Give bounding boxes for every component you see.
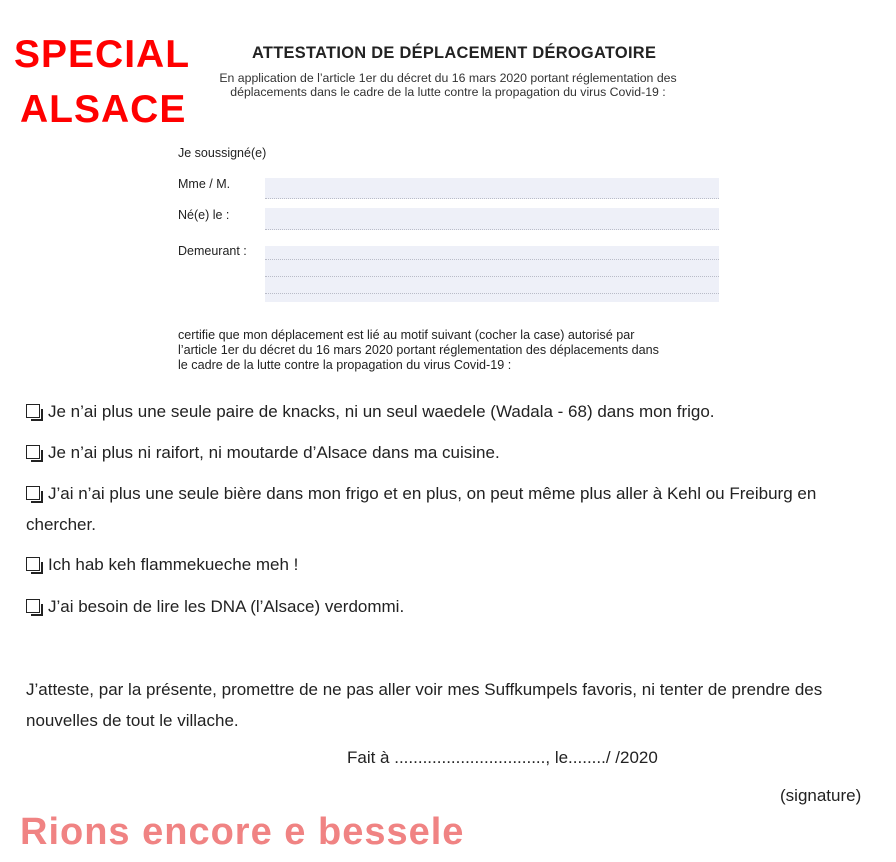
checkbox-icon[interactable] — [26, 445, 40, 459]
motif-text: J’ai n’ai plus une seule bière dans mon frigo et en plus, on peut même plus aller à Kehl ou Freiburg en chercher. — [26, 484, 817, 534]
signature-label: (signature) — [780, 786, 862, 805]
form-title: ATTESTATION DE DÉPLACEMENT DÉROGATOIRE — [252, 44, 657, 62]
address-field-line — [265, 259, 719, 260]
motif-text: J’ai besoin de lire les DNA (l’Alsace) verdommi. — [48, 597, 405, 616]
certifie-line3: le cadre de la lutte contre la propagation du virus Covid-19 : — [178, 358, 512, 372]
name-field[interactable] — [265, 178, 719, 199]
certifie-paragraph — [178, 328, 719, 373]
certifie-line1: certifie que mon déplacement est lié au motif suivant (cocher la case) autorisé par — [178, 328, 635, 342]
motif-item — [26, 478, 871, 540]
special-title-line1: SPECIAL — [14, 33, 191, 76]
motif-text: Je n’ai plus une seule paire de knacks, ni un seul waedele (Wadala - 68) dans mon frigo. — [48, 402, 715, 421]
form-intro-line2: déplacements dans le cadre de la lutte contre la propagation du virus Covid-19 : — [230, 85, 666, 99]
special-title-line2: ALSACE — [20, 88, 187, 131]
motif-item — [26, 437, 876, 468]
attestation-text: J’atteste, par la présente, promettre de ne pas aller voir mes Suffkumpels favoris, ni tenter de prendre des nouvelles de tout le villache. — [26, 680, 823, 730]
address-field-line — [265, 276, 719, 277]
form-intro — [198, 71, 698, 99]
form-intro-line1: En application de l’article 1er du décret du 16 mars 2020 portant réglementation des — [219, 71, 677, 85]
checkbox-icon[interactable] — [26, 404, 40, 418]
motif-text: Ich hab keh flammekueche meh ! — [48, 555, 299, 574]
certifie-line2: l’article 1er du décret du 16 mars 2020 portant réglementation des déplacements dans — [178, 343, 659, 357]
soussigne-label: Je soussigné(e) — [178, 146, 267, 160]
address-label: Demeurant : — [178, 244, 247, 258]
motif-item — [26, 549, 876, 580]
name-label: Mme / M. — [178, 177, 231, 191]
checkbox-icon[interactable] — [26, 486, 40, 500]
fait-a-line: Fait à ................................, le......../ /2020 — [347, 748, 658, 767]
birth-label: Né(e) le : — [178, 208, 230, 222]
rions-footer: Rions encore e bessele — [20, 811, 465, 853]
checkbox-icon[interactable] — [26, 599, 40, 613]
motif-item — [26, 591, 876, 622]
birth-field[interactable] — [265, 208, 719, 230]
motif-item — [26, 396, 876, 427]
motif-text: Je n’ai plus ni raifort, ni moutarde d’Alsace dans ma cuisine. — [48, 443, 500, 462]
checkbox-icon[interactable] — [26, 557, 40, 571]
address-field[interactable] — [265, 246, 719, 302]
address-field-line — [265, 293, 719, 294]
